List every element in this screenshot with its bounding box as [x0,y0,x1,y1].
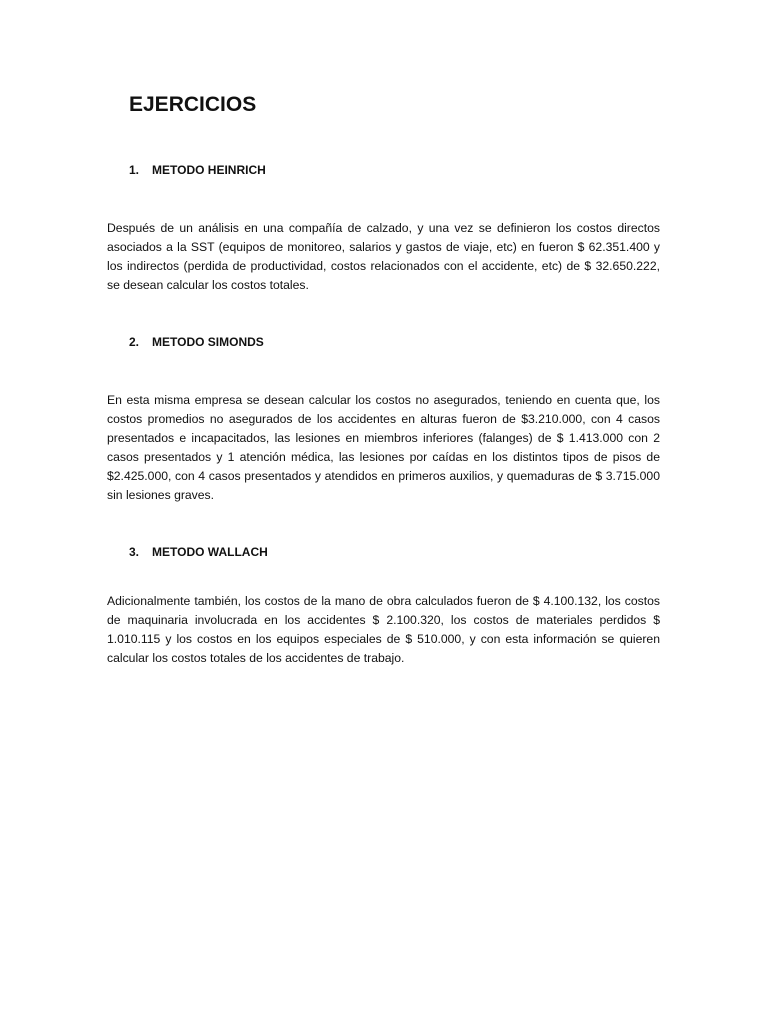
document-title: EJERCICIOS [129,93,257,116]
section-title: METODO SIMONDS [152,335,264,349]
section-number: 3. [129,545,140,559]
paragraph-heinrich: Después de un análisis en una compañía de calzado, y una vez se definieron los costos directos asociados a la SST (equipos de monitoreo, salarios y gastos de viaje, etc) en fueron $ 62.351.400 y los indirectos (perdida de productividad, costos relacionados con el accidente, etc) de $ 32.650.222, se desean calcular los costos totales. [107,221,660,292]
section-number: 2. [129,335,140,349]
section-heading-wallach [129,545,268,559]
section-number: 1. [129,163,140,177]
paragraph-wallach: Adicionalmente también, los costos de la mano de obra calculados fueron de $ 4.100.132, los costos de maquinaria involucrada en los accidentes $ 2.100.320, los costos de materiales perdidos $ 1.010.115 y los costos en los equipos especiales de $ 510.000, y con esta información se quieren calcular los costos totales de los accidentes de trabajo. [107,594,660,665]
paragraph-simonds: En esta misma empresa se desean calcular los costos no asegurados, teniendo en cuenta que, los costos promedios no asegurados de los accidentes en alturas fueron de $3.210.000, con 4 casos presentados e incapacitados, las lesiones en miembros inferiores (falanges) de $ 1.413.000 con 2 casos presentados y 1 atención médica, las lesiones por caídas en los distintos tipos de pisos de $2.425.000, con 4 casos presentados y atendidos en primeros auxilios, y quemaduras de $ 3.715.000 sin lesiones graves. [107,393,660,502]
section-title: METODO WALLACH [152,545,268,559]
section-heading-simonds [129,335,264,349]
section-title: METODO HEINRICH [152,163,266,177]
section-heading-heinrich [129,163,266,177]
